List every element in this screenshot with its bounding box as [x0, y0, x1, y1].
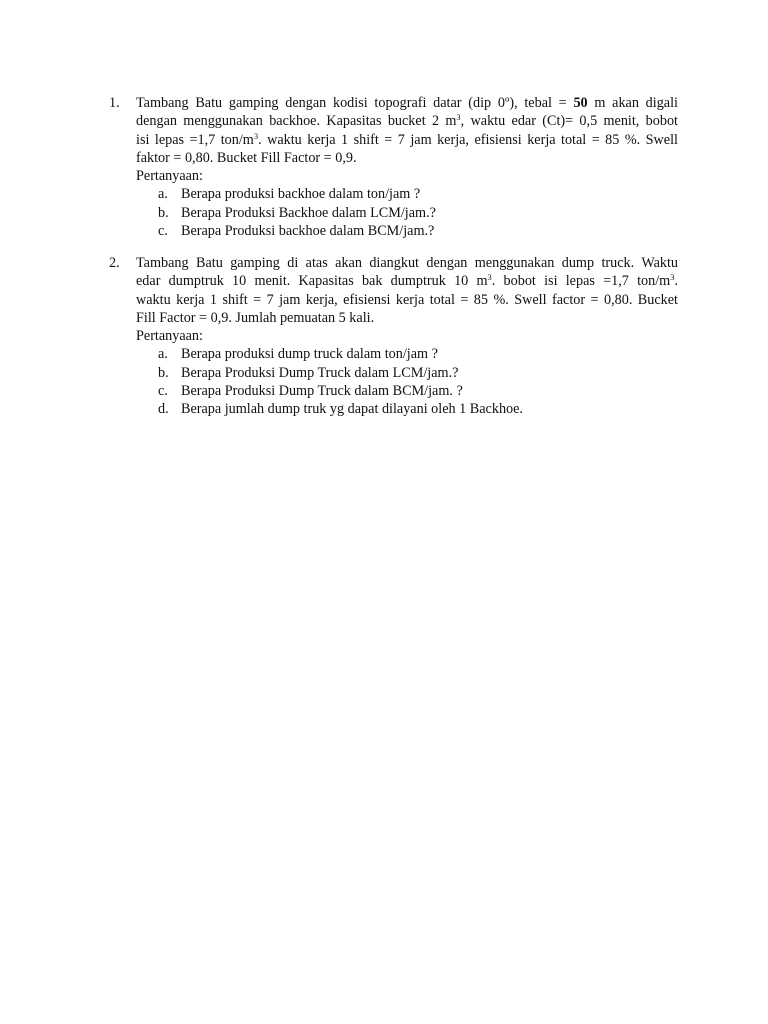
question-item	[136, 364, 678, 382]
question-text: Berapa produksi dump truck dalam ton/jam ?	[181, 346, 438, 363]
statement-text: . waktu kerja 1 shift = 7 jam kerja, efisiensi kerja total = 85 %. Swell	[258, 131, 678, 148]
statement-line	[136, 112, 678, 130]
statement-text: faktor = 0,80. Bucket Fill Factor = 0,9.	[136, 149, 357, 166]
question-letter: d.	[158, 401, 169, 418]
problem-body	[136, 94, 678, 240]
statement-text: edar dumptruk 10 menit. Kapasitas bak dumptruk 10 m	[136, 273, 488, 290]
superscript: 3	[487, 272, 492, 283]
statement-line	[136, 254, 678, 272]
problem-number: 1.	[109, 95, 120, 111]
statement-text: , waktu edar (Ct)= 0,5 menit, bobot	[460, 113, 678, 130]
question-text: Berapa Produksi Dump Truck dalam LCM/jam.?	[181, 364, 459, 381]
statement-line	[136, 309, 678, 327]
statement-line	[136, 149, 678, 167]
question-letter: b.	[158, 204, 169, 221]
statement-text: dengan menggunakan backhoe. Kapasitas bucket 2 m	[136, 113, 457, 130]
question-label: Pertanyaan:	[136, 168, 203, 185]
statement-line	[136, 94, 678, 112]
problem-number: 2.	[109, 255, 120, 271]
statement-line	[136, 272, 678, 290]
statement-text: .	[674, 273, 678, 290]
superscript: 3	[670, 272, 675, 283]
question-item	[136, 185, 678, 203]
question-label: Pertanyaan:	[136, 328, 203, 345]
question-item	[136, 222, 678, 240]
question-item	[136, 204, 678, 222]
question-text: Berapa Produksi Backhoe dalam LCM/jam.?	[181, 204, 436, 221]
question-letter: a.	[158, 346, 168, 363]
question-letter: a.	[158, 186, 168, 203]
problem-body	[136, 254, 678, 419]
question-text: Berapa Produksi Dump Truck dalam BCM/jam. ?	[181, 383, 463, 400]
statement-line	[136, 131, 678, 149]
question-text: Berapa produksi backhoe dalam ton/jam ?	[181, 186, 421, 203]
question-letter: c.	[158, 223, 168, 240]
statement-text: Fill Factor = 0,9. Jumlah pemuatan 5 kali.	[136, 309, 375, 326]
statement-text: . bobot isi lepas =1,7 ton/m	[491, 273, 671, 290]
question-text: Berapa jumlah dump truk yg dapat dilayani oleh 1 Backhoe.	[181, 401, 523, 418]
statement-text: isi lepas =1,7 ton/m	[136, 131, 254, 148]
superscript: 3	[456, 112, 461, 123]
question-item	[136, 400, 678, 418]
statement-text: m akan digali	[587, 95, 678, 111]
question-item	[136, 382, 678, 400]
statement-text: Tambang Batu gamping dengan kodisi topografi datar (dip 0º), tebal =	[136, 95, 574, 111]
statement-text: waktu kerja 1 shift = 7 jam kerja, efisiensi kerja total = 85 %. Swell factor = 0,80. Bucket	[136, 291, 678, 308]
statement-text: Tambang Batu gamping di atas akan diangkut dengan menggunakan dump truck. Waktu	[136, 255, 678, 271]
statement-line	[136, 291, 678, 309]
question-letter: c.	[158, 383, 168, 400]
superscript: 3	[253, 130, 259, 141]
question-letter: b.	[158, 364, 169, 381]
question-item	[136, 345, 678, 363]
question-text: Berapa Produksi backhoe dalam BCM/jam.?	[181, 223, 435, 240]
statement-bold-value: 50	[573, 95, 588, 111]
